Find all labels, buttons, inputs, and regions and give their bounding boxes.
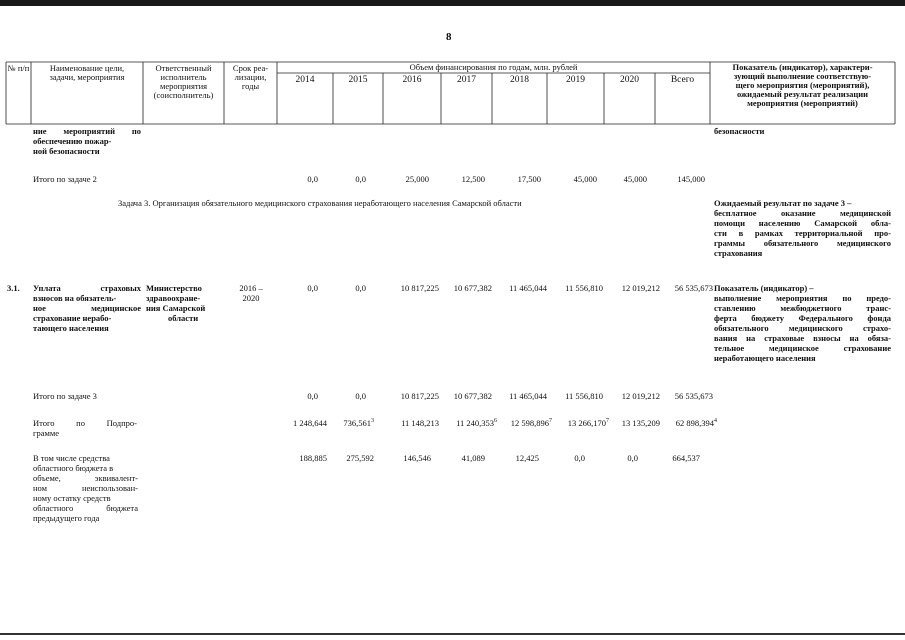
header-year-2014: 2014: [295, 75, 315, 85]
header-term: Срок реа- лизации, годы: [232, 63, 269, 91]
including-2015: 275,592: [346, 453, 374, 463]
header-indicator: Показатель (индикатор), характери- зующий выполнение соответствую- щего мероприятия (мероприятий), ожидаемый результат реализации мероприятия (мероприятий): [732, 62, 873, 108]
item-3-1-2016: 10 817,225: [400, 283, 439, 293]
total-subprogram-label: Итого по Подпро- грамме: [33, 418, 137, 438]
item-3-1-2019: 11 556,810: [565, 283, 603, 293]
header-year-2020: 2020: [620, 75, 639, 85]
continued-name: ние мероприятий по обеспечению пожар- ной безопасности: [33, 126, 141, 156]
header-year-2019: 2019: [566, 75, 585, 85]
header-year-2017: 2017: [457, 75, 476, 85]
including-2016: 146,546: [403, 453, 431, 463]
total-subprogram-total: 62 898,394$^4$: [675, 418, 717, 428]
total-subprogram-2015: 736,561$^3$: [343, 418, 374, 428]
item-3-1-2015: 0,0: [355, 283, 366, 293]
total-task3-total: 56 535,673: [674, 391, 713, 401]
task3-expected-result: Ожидаемый результат по задаче 3 – бесплатное оказание медицинской помощи населению Самарской обла- сти в рамках территориальной про- граммы обязательного медицинского страхования: [714, 198, 891, 258]
total-task3-2019: 11 556,810: [565, 391, 603, 401]
item-3-1-2020: 12 019,212: [621, 283, 660, 293]
scan-bottom-edge: [0, 633, 905, 635]
continued-indicator: безопасности: [714, 126, 765, 136]
total-task2-total: 145,000: [677, 174, 705, 184]
including-2017: 41,089: [461, 453, 485, 463]
header-name: Наименование цели, задачи, мероприятия: [49, 63, 125, 82]
total-subprogram-2018: 12 598,896$^7$: [510, 418, 552, 428]
total-task2-2016: 25,000: [405, 174, 429, 184]
item-3-1-number: 3.1.: [7, 283, 20, 293]
total-subprogram-2014: 1 248,644: [293, 418, 327, 428]
item-3-1-executor: Министерство здравоохране- ния Самарской области: [146, 283, 206, 323]
header-executor: Ответственный исполнитель мероприятия (соисполнитель): [153, 63, 214, 100]
total-subprogram-2020: 13 135,209: [621, 418, 660, 428]
total-task3-2014: 0,0: [307, 391, 318, 401]
total-task3-2018: 11 465,044: [509, 391, 547, 401]
total-task2-2018: 17,500: [517, 174, 541, 184]
including-label: В том числе средства областного бюджета в объеме, эквивалент- ном неиспользован- ному остатку средств областного бюджета предыдущего года: [33, 453, 138, 523]
header-year-2018: 2018: [510, 75, 529, 85]
header-financing: Объем финансирования по годам, млн. рублей: [409, 62, 578, 72]
including-2018: 12,425: [515, 453, 539, 463]
including-2014: 188,885: [299, 453, 327, 463]
including-2019: 0,0: [574, 453, 585, 463]
task3-title: Задача 3. Организация обязательного медицинского страхования неработающего населения Самарской области: [118, 198, 522, 208]
including-total: 664,537: [672, 453, 700, 463]
header-total: Всего: [670, 75, 695, 85]
item-3-1-2017: 10 677,382: [453, 283, 492, 293]
including-2020: 0,0: [627, 453, 638, 463]
header-year-2016: 2016: [402, 75, 422, 85]
total-task3-2015: 0,0: [355, 391, 366, 401]
total-task2-2014: 0,0: [307, 174, 318, 184]
item-3-1-term: 2016 – 2020: [239, 283, 263, 303]
total-subprogram-2017: 11 240,353$^6$: [456, 418, 497, 428]
header-year-2015: 2015: [348, 75, 368, 85]
header-number: № п/п: [7, 63, 30, 73]
item-3-1-indicator: Показатель (индикатор) – выполнение мероприятия по предо- ставлению межбюджетного транс- ферта бюджету Федерального фонда обязательного медицинского страхо- вания на страховые взносы на обяза- тельное медицинское страхование неработающего населения: [714, 283, 891, 363]
item-3-1-2018: 11 465,044: [509, 283, 547, 293]
total-subprogram-2019: 13 266,170$^7$: [567, 418, 609, 428]
total-task3-2016: 10 817,225: [400, 391, 439, 401]
item-3-1-2014: 0,0: [307, 283, 318, 293]
total-task2-2015: 0,0: [355, 174, 366, 184]
total-task3-2017: 10 677,382: [453, 391, 492, 401]
item-3-1-total: 56 535,673: [674, 283, 713, 293]
total-task2-2019: 45,000: [573, 174, 597, 184]
total-subprogram-2016: 11 148,213: [401, 418, 439, 428]
total-task2-2017: 12,500: [461, 174, 485, 184]
total-task2-2020: 45,000: [623, 174, 647, 184]
item-3-1-name: Уплата страховых взносов на обязатель- ное медицинское страхование нерабо- тающего населения: [33, 283, 141, 333]
total-task2-label: Итого по задаче 2: [33, 174, 97, 184]
page-number: 8: [446, 31, 452, 43]
total-task3-label: Итого по задаче 3: [33, 391, 97, 401]
total-task3-2020: 12 019,212: [621, 391, 660, 401]
